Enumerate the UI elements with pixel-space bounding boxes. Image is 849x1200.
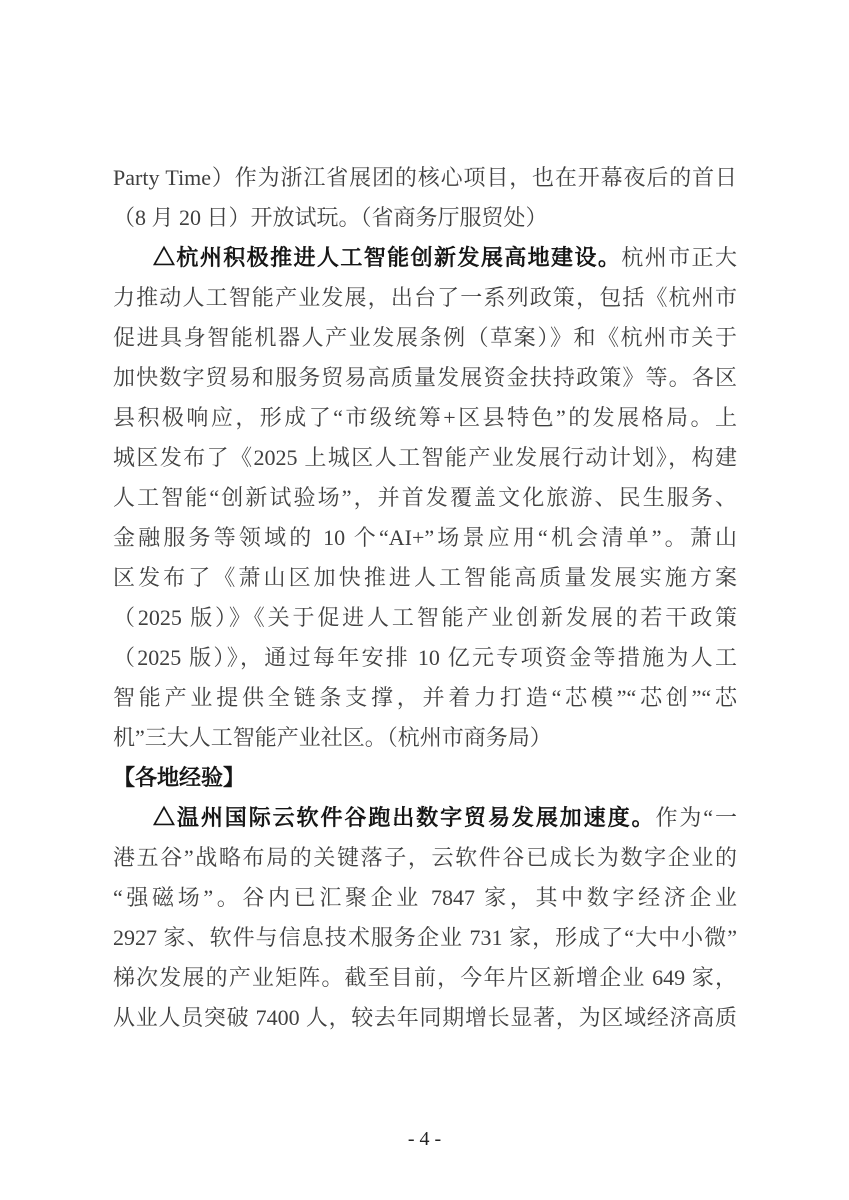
text-line: [113, 838, 737, 878]
text-run: 机”三大人工智能产业社区。（杭州市商务局）: [113, 725, 552, 750]
text-run: （2025 版）》《关于促进人工智能产业创新发展的若干政策: [113, 605, 737, 630]
text-run: 人工智能“创新试验场”，并首发覆盖文化旅游、民生服务、: [113, 485, 737, 510]
text-line: [113, 158, 737, 198]
text-run: 力推动人工智能产业发展，出台了一系列政策，包括《杭州市: [113, 285, 737, 310]
text-run: 智能产业提供全链条支撑，并着力打造“芯模”“芯创”“芯: [113, 685, 737, 710]
text-run: 金融服务等领域的 10 个“AI+”场景应用“机会清单”。萧山: [113, 525, 737, 550]
text-line: [113, 718, 737, 758]
text-run: 从业人员突破 7400 人，较去年同期增长显著，为区域经济高质: [113, 1005, 737, 1030]
text-line: [113, 438, 737, 478]
text-run: 杭州市正大: [621, 245, 737, 270]
bold-text-run: △温州国际云软件谷跑出数字贸易发展加速度。: [153, 805, 656, 830]
text-line: [113, 958, 737, 998]
text-run: 城区发布了《2025 上城区人工智能产业发展行动计划》，构建: [113, 445, 737, 470]
text-line: [113, 318, 737, 358]
text-line: [113, 758, 737, 798]
text-run: 港五谷”战略布局的关键落子，云软件谷已成长为数字企业的: [113, 845, 737, 870]
text-run: Party Time）作为浙江省展团的核心项目，也在开幕夜后的首日: [113, 165, 737, 190]
text-run: 区发布了《萧山区加快推进人工智能高质量发展实施方案: [113, 565, 737, 590]
text-line: [113, 478, 737, 518]
text-line: [113, 518, 737, 558]
text-line: [113, 278, 737, 318]
text-line: [113, 878, 737, 918]
text-run: 加快数字贸易和服务贸易高质量发展资金扶持政策》等。各区: [113, 365, 737, 390]
text-run: （8 月 20 日）开放试玩。（省商务厅服贸处）: [113, 205, 548, 230]
text-line: [113, 678, 737, 718]
text-run: （2025 版）》，通过每年安排 10 亿元专项资金等措施为人工: [113, 645, 737, 670]
text-line: [113, 798, 737, 838]
bold-text-run: △杭州积极推进人工智能创新发展高地建设。: [153, 245, 622, 270]
text-run: 作为“一: [655, 805, 737, 830]
text-run: “强磁场”。谷内已汇聚企业 7847 家，其中数字经济企业: [113, 885, 737, 910]
text-run: 县积极响应，形成了“市级统筹+区县特色”的发展格局。上: [113, 405, 737, 430]
bold-text-run: 【各地经验】: [113, 765, 246, 790]
text-line: [113, 238, 737, 278]
document-body: [113, 158, 737, 1038]
text-line: [113, 638, 737, 678]
text-run: 梯次发展的产业矩阵。截至目前，今年片区新增企业 649 家，: [113, 965, 737, 990]
text-line: [113, 358, 737, 398]
text-run: 促进具身智能机器人产业发展条例（草案）》和《杭州市关于: [113, 325, 737, 350]
text-line: [113, 598, 737, 638]
text-line: [113, 918, 737, 958]
text-line: [113, 558, 737, 598]
page-number: - 4 -: [407, 1128, 442, 1150]
text-run: 2927 家、软件与信息技术服务企业 731 家，形成了“大中小微”: [113, 925, 737, 950]
text-line: [113, 398, 737, 438]
text-line: [113, 998, 737, 1038]
text-line: [113, 198, 737, 238]
